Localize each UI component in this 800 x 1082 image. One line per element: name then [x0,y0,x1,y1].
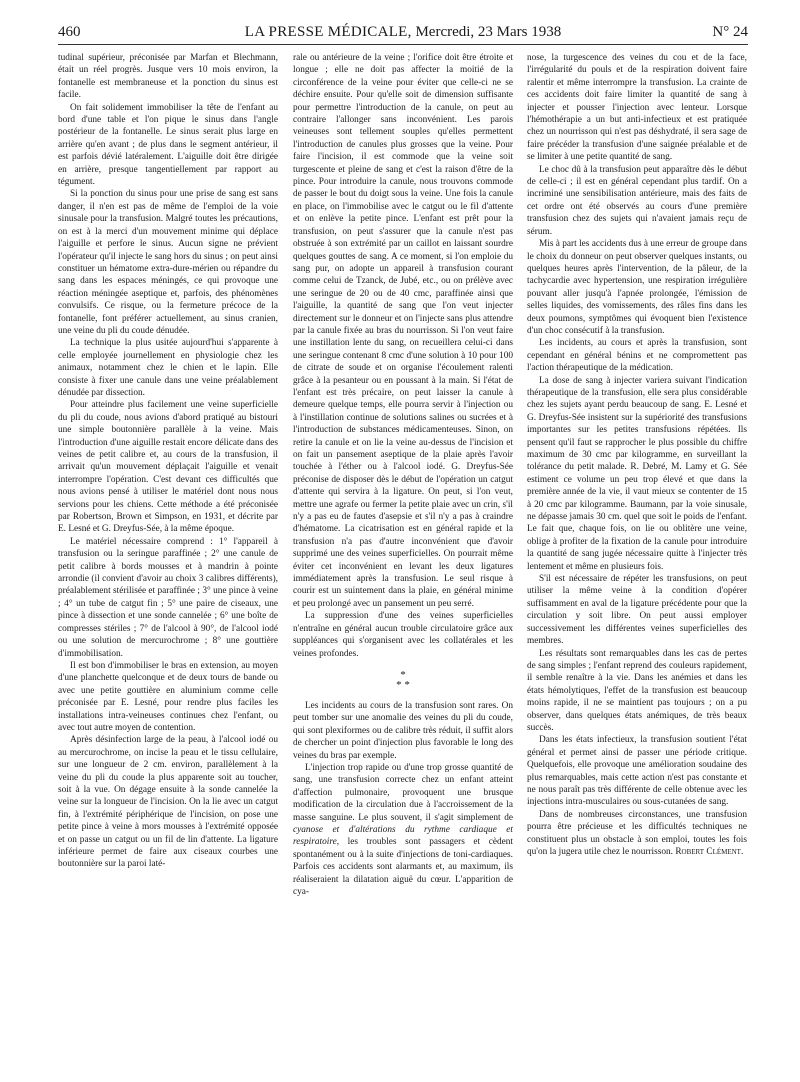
text-run: , les troubles sont passagers et cèdent spontanément ou à la suite d'injections de toni-cardiaques. Parfois ces accidents sont alarmants et, au maximum, ils réaliseraient la dilatation aiguë du cœur. L'apparition de cya- [293,837,513,897]
paragraph: Mis à part les accidents dus à une erreur de groupe dans le choix du donneur on peut observer quelques instants, ou quelques heures après l'intervention, de la pâleur, de la tachycardie avec hypertension, une respiration irrégulière pouvant aller jusqu'à l'apnée prolongée, l'émission de selles liquides, des vomissements, des râles fins dans les deux poumons, symptômes qui évoquent bien l'existence d'un choc consécutif à la transfusion. [527,239,747,336]
paragraph: La technique la plus usitée aujourd'hui s'apparente à celle employée journellement en physiologie chez les animaux, notamment chez le chien et le lapin. Elle consiste à fixer une canule dans une veine préalablement dénudée par dissection. [58,338,278,398]
column-1 [58,52,278,1062]
separator-star-top: * [400,668,406,681]
section-separator [293,670,513,690]
paragraph: Les incidents, au cours et après la transfusion, sont cependant en général bénins et ne compromettent pas l'action thérapeutique de la médication. [527,338,747,374]
author-signature: Robert Clément. [675,847,744,857]
emphasis-text: cyanose et d'altérations du rythme cardiaque et respiratoire [293,824,513,848]
paragraph: Le matériel nécessaire comprend : 1° l'appareil à transfusion ou la seringue paraffinée ; 2° une canule de petit calibre à bords mousses et à mandrin à pointe arrondie (il convient d'avoir au choix 3 calibres différents), préalablement stérilisée et paraffinée ; 3° une pince à veine ; 4° un tube de catgut fin ; 5° une paire de ciseaux, une pince à dissection et une sonde cannelée ; 6° une boîte de compresses stériles ; 7° de l'alcool à 90°, de l'alcool iodé ou une solution de mercurochrome ; 8° une gouttière d'immobilisation. [58,536,278,659]
column-3 [527,52,747,1062]
paragraph: On fait solidement immobiliser la tête de l'enfant au bord d'une table et l'on pique le sinus dans l'angle postérieur de la fontanelle. Le sinus serait plus large en arrière qu'en avant ; de plus dans le segment antérieur, il est parfois dévié latéralement. L'aiguille doit être dirigée en arrière, presque tangentiellement par rapport au tégument. [58,102,278,188]
text-run: Dans de nombreuses circonstances, une transfusion pourra être précieuse et les difficultés techniques ne constituent plus un obstacle à son emploi, toutes les fois qu'on la jugera utile chez le nourrisson. [527,809,747,857]
issue-number: N° 24 [712,24,748,40]
paragraph: Les incidents au cours de la transfusion sont rares. On peut tomber sur une anomalie des veines du pli du coude, qui sont plexiformes ou de calibre très réduit, il suffit alors de chercher un point d'injection plus favorable le long des veines du bras par exemple. [293,700,513,761]
paragraph-with-signature [527,809,747,859]
paragraph: Les résultats sont remarquables dans les cas de pertes de sang simples ; l'enfant reprend des couleurs rapidement, il semble renaître à la vie. Dans les anémies et dans les états hémolytiques, l'effet de la transfusion est beaucoup moins rapide, il ne se maintient pas toujours ; on a pu observer, dans quelques états anémiques, de très beaux succès. [527,648,747,733]
paragraph: Si la ponction du sinus pour une prise de sang est sans danger, il n'en est pas de même de l'emploi de la voie sinusale pour la transfusion. Malgré toutes les précautions, on est à la merci d'un mouvement minime qui déplace l'aiguille et perfore le sinus. Aucun signe ne prévient l'opérateur qu'il injecte le sang hors du sinus ; on peut ainsi constituer un hématome extra-dure-mérien ou répandre du sang dans les espaces méningés, ce qui provoque une réaction méningée aseptique et, parfois, des phénomènes convulsifs. Ce risque, ou la fermeture précoce de la fontanelle, font préférer actuellement, au sinus cranien, une veine du pli du coude dénudée. [58,189,278,336]
masthead [58,24,748,41]
paragraph-with-emphasis [293,762,513,898]
paragraph: La suppression d'une des veines superficielles n'entraîne en général aucun trouble circulatoire grâce aux suppléances qui s'organisent avec les collatérales et les veines profondes. [293,611,513,659]
paragraph: tudinal supérieur, préconisée par Marfan et Blechmann, était un réel progrès. Jusque vers 10 mois environ, la fontanelle est membraneuse et la ponction du sinus est facile. [58,53,278,101]
paragraph: Dans les états infectieux, la transfusion soutient l'état général et permet ainsi de passer une période critique. Quelquefois, elle provoque une amélioration soudaine des plus remarquables, mais cette action n'est pas constante et ne nous paraît pas très différente de celle obtenue avec les injections intra-musculaires ou sous-cutanées de sang. [527,735,747,808]
paragraph: La dose de sang à injecter variera suivant l'indication thérapeutique de la transfusion, elle sera plus considérable chez les sujets ayant perdu beaucoup de sang. E. Lesné et G. Dreyfus-Sée insistent sur la supériorité des transfusions importantes sur les petites transfusions répétées. Ils pensent qu'il faut se rapprocher le plus possible du chiffre maximum de 30 cmc par kilogramme, en surveillant la tolérance du petit malade. R. Debré, M. Lamy et G. Sée estiment ce volume un peu trop élevé et que dans la première année de la vie, il vaut mieux se contenter de 15 à 20 cmc par kilogramme. Baumann, par la voie sinusale, ne dépasse jamais 30 cm. quel que soit le poids de l'enfant. Le fait que, chaque fois, on lie ou oblitère une veine, oblige à profiter de la fixation de la canule pour introduire la quantité de sang jugée nécessaire quitte à l'injecter très lentement et même en plusieurs fois. [527,375,747,572]
paragraph: nose, la turgescence des veines du cou et de la face, l'irrégularité du pouls et de la respiration doivent faire ralentir et même interrompre la transfusion. La crainte de ces accidents doit faire limiter la quantité de sang à injecter et pousser l'injection avec lenteur. Lorsque l'hémothérapie a un but anti-infectieux et est pratiquée chez un nourrisson qui n'est pas déshydraté, il sera sage de faire précéder la transfusion d'une saignée préalable et de se limiter à une petite quantité de sang. [527,53,747,163]
page-number: 460 [58,24,81,40]
paragraph: rale ou antérieure de la veine ; l'orifice doit être étroite et longue ; elle ne doit pas affecter la moitié de la circonférence de la veine pour éviter que celle-ci ne se déchire ensuite. Pour qu'elle soit de dimension suffisante pour permettre l'introduction de la canule, on peut au contraire l'allonger sans inconvénient. Les parois veineuses sont tellement souples qu'elles permettent l'introduction de canules plus grosses que la veine. Pour faire l'incision, il est commode que la veine soit turgescente et pleine de sang et c'est la raison d'être de la pince. Pour introduire la canule, nous trouvons commode de passer le bout du doigt sous la veine. Une fois la canule en place, on l'immobilise avec le catgut ou le fil d'attente et on enlève la petite pince. L'enfant est prêt pour la transfusion, on peut s'assurer que la canule n'est pas obstruée à son extrémité par un caillot en laissant sourdre quelques gouttes de sang. A ce moment, si l'on emploie du sang pur, on adopte un appareil à transfusion courant comme celui de Tzanck, de Jubé, etc., ou on prélève avec une seringue de 20 ou de 40 cmc, paraffinée ainsi que l'aiguille, la quantité de sang que l'on veut injecter directement sur le donneur et on l'injecte sans plus attendre par la canule fixée au bras du nourrisson. Si l'on veut faire une instillation lente du sang, on recueillera celui-ci dans une seringue contenant 8 cmc d'une solution à 10 pour 100 de citrate de soude et on organise l'écoulement ralenti grâce à la pesanteur ou en poussant à la main. Si l'état de l'enfant est très précaire, on peut laisser la canule à demeure quelque temps, elle pourra servir à l'injection ou à l'instillation continue de solutions salines ou sucrées et à l'introduction de substances médicamenteuses. Sinon, on retire la canule et on lie la veine au-dessus de l'incision et on fait un pansement aseptique de la plaie après l'avoir touchée à l'éther ou à l'alcool iodé. G. Dreyfus-Sée préconise de disposer dès le début de l'opération un catgut d'attente qui servira à la ligature. On peut, si l'on veut, mettre une agrafe ou fermer la petite plaie avec un crin, s'il n'y a pas eu de fautes d'asepsie et s'il n'y a pas à craindre d'hématome. La cicatrisation est en général rapide et la transfusion n'a pas d'autre inconvénient que d'avoir supprimé une des veines superficielles. On pourrait même éviter cet inconvénient en levant les deux ligatures immédiatement après la transfusion. Le seul risque à courir est un suintement dans la plaie, en général minime et peu prolongé avec un pansement un peu serré. [293,53,513,609]
issue-date: Mercredi, 23 Mars 1938 [415,24,562,40]
column-2 [293,52,513,1062]
publication-title: LA PRESSE MÉDICALE, [244,24,412,40]
paragraph: Après désinfection large de la peau, à l'alcool iodé ou au mercurochrome, on incise la peau et le tissu cellulaire, sur une longueur de 2 cm. environ, parallèlement à la veine du pli du coude la plus apparente soit au toucher, soit à la vue. On dégage ensuite à la sonde cannelée la veine sur la longueur de l'incision. On la lie avec un catgut fin, à l'extrémité périphérique de l'incision, on pose une petite pince à veine à mors mousses à l'extrémité opposée et on passe un catgut ou un fil de lin d'attente. La ligature inférieure permet de faire aux ciseaux courbes une boutonnière sur la paroi laté- [58,735,278,870]
paragraph: Pour atteindre plus facilement une veine superficielle du pli du coude, nous avions d'abord pratiqué au bistouri une simple boutonnière parallèle à la veine. Mais l'introduction d'une aiguille restait encore délicate dans des veines de petit calibre et, au cours de la transfusion, il arrivait qu'un mouvement déplaçait l'aiguille et venait interrompre l'opération. C'est devant ces difficultés que nous avions pensé à utiliser le matériel dont nous nous servions pour les chiens. Cette méthode a été préconisée par Robertson, Brown et Simpson, en 1931, et décrite par E. Lesné et G. Dreyfus-Sée, à la même époque. [58,400,278,535]
separator-star-bottom: * * [396,678,410,691]
page-header [58,22,748,45]
text-run: L'injection trop rapide ou d'une trop grosse quantité de sang, une transfusion correcte chez un enfant atteint d'affection pulmonaire, provoquent une brusque modification de la circulation due à l'accroissement de la masse sanguine. Le plus souvent, il s'agit simplement de [293,762,513,823]
paragraph: Il est bon d'immobiliser le bras en extension, au moyen d'une planchette quelconque et de deux tours de bande ou avec une petite gouttière en aluminium comme celle préconisée par E. Lesné, pour rendre plus faciles les installations intra-veineuses continues chez l'enfant, ou avec tout autre moyen de contention. [58,660,278,733]
paragraph: S'il est nécessaire de répéter les transfusions, on peut utiliser la même veine à la condition d'opérer suffisamment en aval de la ligature précédente pour que la circulation y soit libre. On peut aussi employer successivement les différentes veines superficielles des membres. [527,574,747,647]
paragraph: Le choc dû à la transfusion peut apparaître dès le début de celle-ci ; il est en général cependant plus tardif. On a incriminé une sensibilisation antérieure, mais des faits de cet ordre ont été observés au cours d'une première transfusion chez des sujets qui n'avaient jamais reçu de sérum. [527,164,747,237]
